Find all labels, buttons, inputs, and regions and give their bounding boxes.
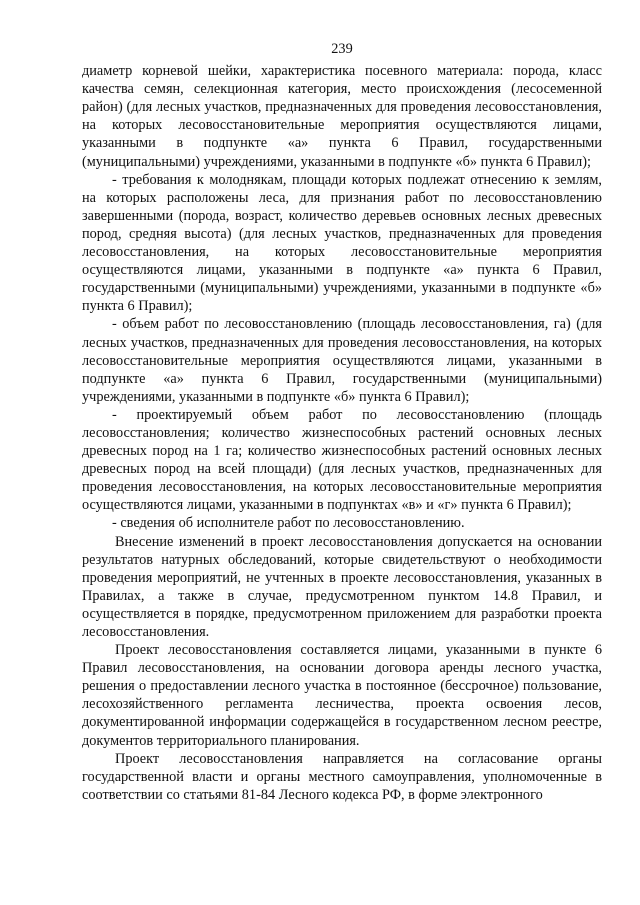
document-page <box>82 40 602 804</box>
paragraph-amendments: Внесение изменений в проект лесовосстановления допускается на основании результатов натурных обследований, которые свидетельствуют о необходимости проведения мероприятий, не учтенных в проекте лесовосстановления, указанных в Правилах, а также в случае, предусмотренном пунктом 14.8 Правил, и осуществляется в порядке, предусмотренном приложением для разработки проекта лесовосстановления. <box>82 533 602 640</box>
page-number: 239 <box>331 41 353 57</box>
list-item-work-volume: - объем работ по лесовосстановлению (площадь лесовосстановления, га) (для лесных участков, предназначенных для проведения лесовосстановления, на которых лесовосстановительные мероприятия осуществляются лицами, указанными в подпункте «а» пункта 6 Правил, государственными (муниципальными) учреждениями, указанными в подпункте «б» пункта 6 Правил); <box>82 316 602 405</box>
list-item-executor-info: - сведения об исполнителе работ по лесовосстановлению. <box>112 515 465 532</box>
paragraph-project-preparation: Проект лесовосстановления составляется лицами, указанными в пункте 6 Правил лесовосстановления, на основании договора аренды лесного участка, решения о предоставлении лесного участка в постоянное (бессрочное) пользование, лесохозяйственного регламента лесничества, проекта освоения лесов, документированной информации содержащейся в государственном лесном реестре, документов территориального планирования. <box>82 642 602 749</box>
paragraph-continuation: диаметр корневой шейки, характеристика посевного материала: порода, класс качества семян, селекционная категория, место происхождения (лесосеменной район) (для лесных участков, предназначенных для проведения лесовосстановления, на которых лесовосстановительные мероприятия осуществляются лицами, указанными в подпункте «а» пункта 6 Правил, государственными (муниципальными) учреждениями, указанными в подпункте «б» пункта 6 Правил); <box>82 63 602 170</box>
paragraph-approval: Проект лесовосстановления направляется на согласование органы государственной власти и органы местного самоуправления, уполномоченные в соответствии со статьями 81-84 Лесного кодекса РФ, в форме электронного <box>82 750 602 803</box>
list-item-youngstock-requirements: - требования к молоднякам, площади которых подлежат отнесению к землям, на которых расположены леса, для признания работ по лесовосстановлению завершенными (порода, возраст, количество деревьев основных лесных древесных пород, средняя высота) (для лесных участков, предназначенных для проведения лесовосстановления, на которых лесовосстановительные мероприятия осуществляются лицами, указанными в подпункте «а» пункта 6 Правил, государственными (муниципальными) учреждениями, указанными в подпункте «б» пункта 6 Правил); <box>82 171 602 315</box>
list-item-projected-volume: - проектируемый объем работ по лесовосстановлению (площадь лесовосстановления; количество жизнеспособных растений основных лесных древесных пород на 1 га; количество жизнеспособных растений основных лесных древесных пород на всей площади) (для лесных участков, предназначенных для проведения лесовосстановления, на которых лесовосстановительные мероприятия осуществляются лицами, указанными в подпунктах «в» и «г» пункта 6 Правил); <box>82 406 602 514</box>
